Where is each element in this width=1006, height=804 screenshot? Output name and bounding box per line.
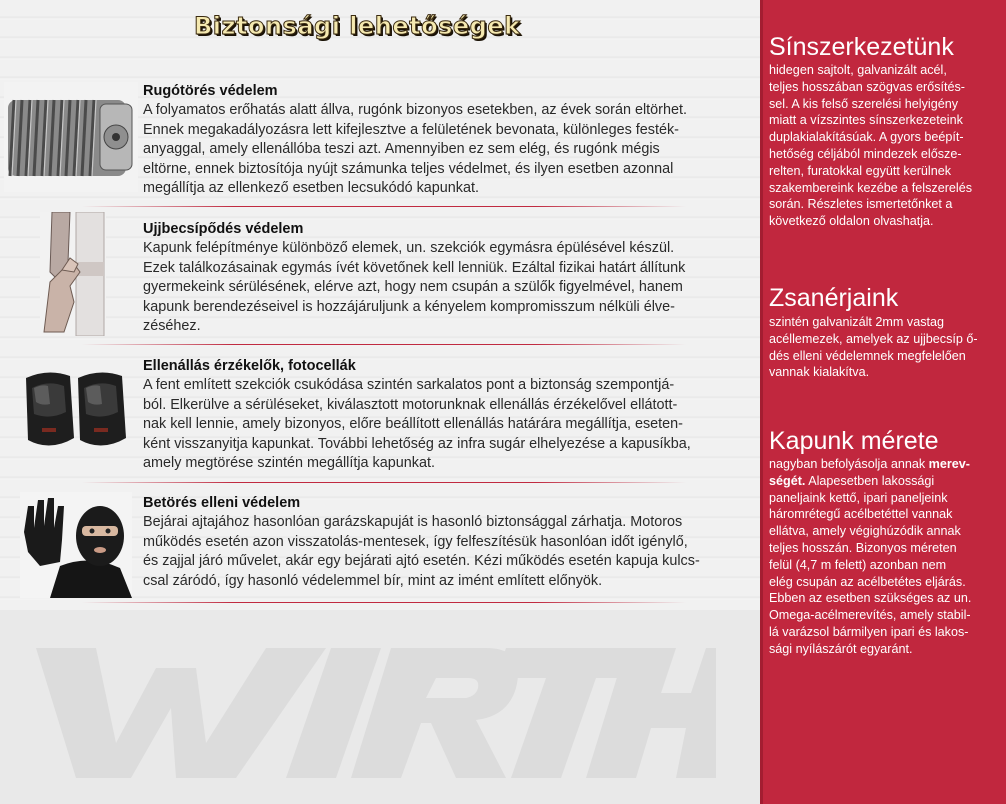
sidebar-line: ellátva, amely végighúzódik annak bbox=[769, 524, 961, 539]
body-line: megállítja az ellenkező esetben lecsukódó kapunkat. bbox=[143, 180, 479, 197]
body-line: ból. Elkerülve a sérüléseket, kiválasztott motorunknak ellenállás érzékelővel ellátott- bbox=[143, 396, 678, 413]
sidebar-line: vannak kialakítva. bbox=[769, 365, 870, 380]
sidebar-seam bbox=[760, 0, 763, 804]
body-line: Ennek megakadályozásra lett kifejlesztve a felületének bevonata, különleges festék- bbox=[143, 121, 679, 138]
section-spring-break bbox=[143, 82, 723, 199]
section-divider bbox=[82, 482, 686, 483]
sidebar-line: Alapesetben lakossági bbox=[805, 473, 935, 488]
sidebar-title: Kapunk mérete bbox=[769, 427, 939, 455]
sidebar-line: hidegen sajtolt, galvanizált acél, bbox=[769, 63, 947, 77]
sidebar-body bbox=[769, 456, 995, 658]
body-line: nak kell lennie, amely bizonyos, előre beállított ellenállás határára megállítja, eseten- bbox=[143, 416, 683, 433]
sidebar-line: miatt a vízszintes sínszerkezeteink bbox=[769, 113, 963, 128]
body-line: A folyamatos erőhatás alatt állva, rugónk bizonyos esetekben, az évek során eltörhet. bbox=[143, 102, 687, 118]
section-divider bbox=[82, 602, 686, 603]
sidebar-line: Ebben az esetben szükséges az un. bbox=[769, 591, 972, 606]
body-line: A fent említett szekciók csukódása szintén sarkalatos pont a biztonság szempontjá- bbox=[143, 377, 675, 393]
section-divider bbox=[82, 344, 686, 345]
photocell-image bbox=[20, 368, 132, 452]
sidebar-line: teljes hosszában szögvas erősítés- bbox=[769, 79, 966, 94]
sidebar-line: elég csupán az acélbetétes eljárás. bbox=[769, 574, 966, 589]
section-title: Ujjbecsípődés védelem bbox=[143, 221, 304, 237]
sidebar-line: lá varázsol bármilyen ipari és lakos- bbox=[769, 624, 969, 639]
sidebar-line: háromrétegű acélbetéttel vannak bbox=[769, 507, 953, 522]
sidebar-line: relten, furatokkal együtt kerülnek bbox=[769, 163, 952, 178]
sidebar-title: Zsanérjaink bbox=[769, 284, 899, 312]
section-title: Rugótörés védelem bbox=[143, 83, 278, 99]
sidebar-line: felül (4,7 m felett) azonban nem bbox=[769, 557, 947, 572]
body-line: Ezek találkozásainak egymás ívét követőnek kell lenniük. Ezáltal fizikai határt állítunk bbox=[143, 259, 686, 276]
body-line: zéséhez. bbox=[143, 318, 201, 335]
body-line: csal záródó, így hasonló védelemmel bír, mint az imént említett előnyök. bbox=[143, 572, 603, 589]
section-finger-pinch bbox=[143, 220, 723, 337]
sidebar-line: szakembereink kezébe a felszerelés bbox=[769, 180, 973, 195]
page-title: Biztonsági lehetőségek bbox=[194, 12, 521, 40]
body-line: és zajjal járó művelet, akár egy bejárati ajtó esetén. Kézi működés esetén kapuja kulcs- bbox=[143, 553, 700, 570]
section-burglary bbox=[143, 494, 723, 591]
body-line: ként visszanyitja kapunkat. További lehetőség az infra sugár elhelyezése a kapusíkba, bbox=[143, 435, 691, 452]
body-line: anyaggal, amely ellenállóba teszi azt. Amennyiben ez sem elég, és rugónk mégis bbox=[143, 141, 660, 158]
sidebar-body bbox=[769, 314, 995, 381]
sidebar-line: dés elleni védelemnek megfelelően bbox=[769, 348, 966, 363]
section-divider bbox=[82, 206, 686, 207]
body-line: kapunk berendezéseivel is hozzájáruljunk a kényelem kompromisszum nélküli élve- bbox=[143, 298, 675, 315]
sidebar-bold-text: ségét. bbox=[769, 473, 806, 488]
sidebar-line: paneljaink kettő, ipari paneljeink bbox=[769, 490, 948, 505]
body-line: amely megtörése szintén megállítja kapunkat. bbox=[143, 455, 435, 472]
sidebar-body bbox=[769, 62, 995, 230]
section-body bbox=[143, 513, 723, 591]
sidebar-line: teljes hosszán. Bizonyos méreten bbox=[769, 540, 957, 555]
body-line: Kapunk felépítménye különböző elemek, un. szekciók egymásra épülésével készül. bbox=[143, 240, 675, 256]
sidebar-line: szintén galvanizált 2mm vastag bbox=[769, 315, 944, 329]
sidebar-line: hetőség céljából mindezek előszе- bbox=[769, 146, 962, 161]
sidebar-line: sági nyílászárót egyaránt. bbox=[769, 641, 913, 656]
sidebar-title: Sínszerkezetünk bbox=[769, 33, 954, 61]
section-photocells bbox=[143, 357, 723, 474]
sidebar-line: sel. A kis felső szerelési helyigény bbox=[769, 96, 958, 111]
spring-image bbox=[4, 82, 138, 192]
sidebar-line: Omega-acélmerevítés, amely stabil- bbox=[769, 608, 971, 623]
sidebar-line: során. Részletes ismertetőnket a bbox=[769, 197, 953, 212]
section-body bbox=[143, 376, 723, 474]
body-line: Bejárai ajtajához hasonlóan garázskapuját is hasonló biztonsággal zárhatja. Motoros bbox=[143, 514, 683, 530]
section-body bbox=[143, 239, 723, 337]
sidebar-bold-text: merev- bbox=[928, 457, 970, 471]
finger-pinch-image bbox=[40, 212, 106, 336]
wirth-logo-watermark bbox=[36, 628, 716, 798]
sidebar-line: acéllemezek, amelyek az ujjbecsíp ő- bbox=[769, 331, 978, 346]
sidebar-line: következő oldalon olvashatja. bbox=[769, 214, 934, 229]
body-line: működés esetén azon visszatolás-mentesek, így felfeszítésük hasonlóan időt igénylő, bbox=[143, 533, 688, 550]
section-title: Betörés elleni védelem bbox=[143, 495, 301, 511]
sidebar-line: nagyban befolyásolja annak bbox=[769, 457, 929, 471]
sidebar bbox=[760, 0, 1006, 804]
section-body bbox=[143, 101, 723, 199]
sidebar-line: duplakialakításúak. A gyors beépít- bbox=[769, 130, 964, 145]
burglar-image bbox=[20, 492, 132, 598]
section-title: Ellenállás érzékelők, fotocellák bbox=[143, 358, 356, 374]
body-line: eltörne, ennek biztosítója nyújt számunka teljes védelmet, és ilyen esetben azonnal bbox=[143, 160, 674, 177]
body-line: gyermekeink sérülésének, elérve azt, hogy nem csupán a szülők figyelmével, hanem bbox=[143, 279, 683, 296]
